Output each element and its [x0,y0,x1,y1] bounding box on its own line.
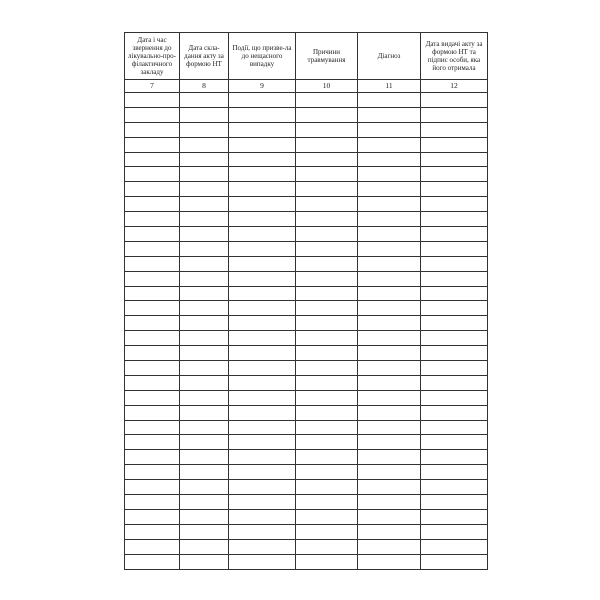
table-row [125,137,488,152]
table-cell [421,241,488,256]
table-row [125,361,488,376]
table-cell [125,271,180,286]
table-cell [180,361,229,376]
table-cell [358,256,421,271]
table-cell [229,137,296,152]
table-cell [180,390,229,405]
table-cell [125,286,180,301]
table-cell [421,361,488,376]
journal-table [124,32,488,570]
table-row [125,509,488,524]
table-cell [358,465,421,480]
table-cell [296,450,358,465]
table-cell [421,375,488,390]
table-cell [125,93,180,108]
table-cell [180,465,229,480]
table-row [125,241,488,256]
table-cell [296,420,358,435]
table-cell [421,390,488,405]
header-row [125,33,488,80]
table-cell [180,107,229,122]
table-cell [229,495,296,510]
table-cell [358,375,421,390]
table-cell [296,316,358,331]
table-cell [358,122,421,137]
table-cell [358,197,421,212]
table-cell [358,390,421,405]
table-cell [125,316,180,331]
table-cell [296,137,358,152]
table-row [125,197,488,212]
table-cell [180,480,229,495]
table-cell [125,137,180,152]
table-cell [296,346,358,361]
table-row [125,167,488,182]
table-cell [229,152,296,167]
table-cell [125,301,180,316]
table-cell [125,509,180,524]
table-row [125,212,488,227]
table-cell [421,152,488,167]
table-cell [421,197,488,212]
table-cell [358,509,421,524]
table-cell [296,286,358,301]
table-cell [229,271,296,286]
table-cell [421,301,488,316]
table-cell [229,286,296,301]
table-cell [229,346,296,361]
table-cell [421,167,488,182]
table-cell [421,524,488,539]
table-cell [180,137,229,152]
table-cell [421,554,488,569]
table-row [125,93,488,108]
table-cell [229,93,296,108]
table-cell [358,331,421,346]
table-cell [296,375,358,390]
table-cell [229,524,296,539]
table-cell [180,301,229,316]
table-cell [421,286,488,301]
table-cell [358,167,421,182]
table-row [125,435,488,450]
col-header-event: Події, що призве-ла до нещасного випадку [229,33,296,80]
table-cell [180,495,229,510]
table-row [125,316,488,331]
table-cell [125,256,180,271]
table-cell [421,509,488,524]
table-cell [125,361,180,376]
table-cell [296,390,358,405]
table-cell [125,375,180,390]
table-row [125,420,488,435]
table-cell [358,107,421,122]
table-cell [229,331,296,346]
table-cell [180,197,229,212]
table-cell [421,331,488,346]
table-cell [229,197,296,212]
table-cell [296,227,358,242]
table-cell [358,227,421,242]
table-cell [296,405,358,420]
table-cell [229,241,296,256]
table-cell [421,107,488,122]
table-cell [358,405,421,420]
table-row [125,539,488,554]
table-cell [125,227,180,242]
col-number: 12 [421,80,488,93]
table-cell [180,554,229,569]
table-row [125,524,488,539]
table-cell [296,241,358,256]
table-cell [421,420,488,435]
table-cell [180,509,229,524]
table-cell [229,212,296,227]
table-cell [421,346,488,361]
table-cell [180,405,229,420]
table-cell [421,495,488,510]
table-cell [125,346,180,361]
table-cell [229,107,296,122]
table-cell [229,256,296,271]
table-cell [421,182,488,197]
table-cell [358,241,421,256]
table-cell [421,227,488,242]
table-cell [180,331,229,346]
table-cell [296,182,358,197]
table-cell [125,450,180,465]
table-cell [421,212,488,227]
table-cell [125,465,180,480]
column-number-row [125,80,488,93]
table-cell [421,137,488,152]
table-cell [229,435,296,450]
table-cell [296,256,358,271]
table-cell [229,361,296,376]
table-row [125,450,488,465]
table-cell [358,435,421,450]
table-cell [296,107,358,122]
table-cell [229,390,296,405]
table-cell [296,152,358,167]
table-cell [229,480,296,495]
table-row [125,480,488,495]
table-cell [229,420,296,435]
table-cell [125,420,180,435]
table-cell [296,361,358,376]
table-row [125,331,488,346]
table-row [125,152,488,167]
table-cell [296,509,358,524]
table-cell [421,256,488,271]
col-number: 11 [358,80,421,93]
table-row [125,495,488,510]
table-row [125,375,488,390]
table-cell [180,122,229,137]
table-row [125,227,488,242]
table-cell [358,450,421,465]
table-cell [421,465,488,480]
col-number: 8 [180,80,229,93]
table-cell [125,435,180,450]
table-cell [296,539,358,554]
table-cell [229,227,296,242]
table-cell [229,167,296,182]
table-cell [125,524,180,539]
table-row [125,390,488,405]
table-cell [229,375,296,390]
table-cell [180,93,229,108]
table-row [125,405,488,420]
table-cell [296,271,358,286]
table-cell [358,182,421,197]
table-cell [180,271,229,286]
table-cell [180,524,229,539]
table-cell [358,316,421,331]
table-cell [229,182,296,197]
col-number: 7 [125,80,180,93]
table-cell [296,212,358,227]
table-cell [358,346,421,361]
col-header-injury-causes: Причини травмування [296,33,358,80]
table-cell [421,539,488,554]
table-cell [358,152,421,167]
table-cell [125,480,180,495]
table-cell [180,167,229,182]
table-cell [180,256,229,271]
col-header-visit-date: Дата і час звернення до лікувально-про-філактичного закладу [125,33,180,80]
table-cell [296,495,358,510]
table-cell [180,539,229,554]
table-cell [125,331,180,346]
table-cell [296,93,358,108]
table-cell [229,316,296,331]
table-cell [180,420,229,435]
table-cell [180,346,229,361]
table-cell [180,316,229,331]
table-cell [296,301,358,316]
table-cell [358,271,421,286]
table-cell [180,241,229,256]
table-cell [125,495,180,510]
table-cell [229,465,296,480]
col-header-diagnosis: Діагноз [358,33,421,80]
table-cell [421,435,488,450]
col-number: 9 [229,80,296,93]
table-cell [358,554,421,569]
table-cell [296,524,358,539]
table-cell [125,554,180,569]
table-cell [358,286,421,301]
table-cell [125,197,180,212]
table-row [125,182,488,197]
table-cell [421,93,488,108]
table-cell [125,152,180,167]
table-cell [296,197,358,212]
table-cell [358,495,421,510]
table-cell [358,93,421,108]
table-cell [180,152,229,167]
table-cell [358,524,421,539]
table-cell [358,539,421,554]
table-cell [125,167,180,182]
table-cell [125,122,180,137]
table-row [125,465,488,480]
table-cell [421,405,488,420]
table-row [125,122,488,137]
table-cell [358,301,421,316]
table-cell [296,122,358,137]
table-cell [125,241,180,256]
table-cell [229,554,296,569]
table-cell [358,212,421,227]
table-cell [125,182,180,197]
table-cell [180,286,229,301]
col-header-act-date: Дата скла-дання акту за формою НТ [180,33,229,80]
table-cell [125,390,180,405]
table-row [125,256,488,271]
table-cell [296,331,358,346]
table-row [125,107,488,122]
table-cell [125,405,180,420]
table-cell [421,450,488,465]
table-cell [125,539,180,554]
table-cell [296,465,358,480]
table-cell [358,137,421,152]
table-cell [296,554,358,569]
table-cell [180,435,229,450]
table-cell [125,107,180,122]
table-cell [229,450,296,465]
table-cell [229,122,296,137]
table-cell [421,122,488,137]
table-cell [180,212,229,227]
table-cell [358,480,421,495]
table-cell [180,450,229,465]
table-cell [421,271,488,286]
table-cell [358,420,421,435]
table-cell [421,316,488,331]
col-number: 10 [296,80,358,93]
table-row [125,286,488,301]
table-cell [125,212,180,227]
table-cell [180,227,229,242]
table-cell [296,167,358,182]
table-row [125,301,488,316]
table-cell [180,182,229,197]
table-cell [296,435,358,450]
table-cell [296,480,358,495]
table-row [125,554,488,569]
table-cell [421,480,488,495]
table-cell [180,375,229,390]
table-cell [229,539,296,554]
table-cell [229,405,296,420]
table-row [125,271,488,286]
table-cell [358,361,421,376]
table-cell [229,509,296,524]
col-header-act-issue: Дата видачі акту за формою НТ та підпис особи, яка його отримала [421,33,488,80]
table-row [125,346,488,361]
table-cell [229,301,296,316]
